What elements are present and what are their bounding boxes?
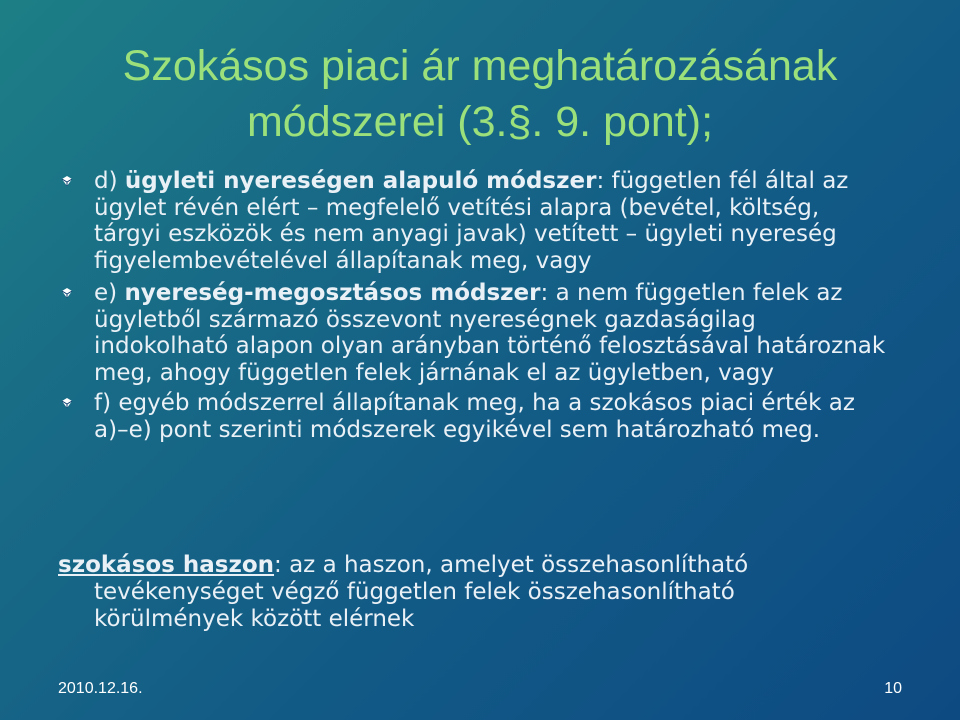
diamond-bullet-icon — [60, 286, 74, 300]
list-item-d-term: ügyleti nyereségen alapuló módszer — [124, 168, 597, 194]
definition-line-1: : az a haszon, amelyet összehasonlítható — [274, 552, 749, 578]
diamond-bullet-icon — [60, 174, 74, 188]
list-item-e — [58, 280, 888, 386]
list-item-e-text: : a nem független felek az ügyletből származó összevont nyereségnek gazdaságilag indokolható alapon olyan arányban történő felosztásával határoznak meg, ahogy független felek járnának el az ügyletben, vagy — [94, 280, 886, 386]
slide-title — [60, 38, 900, 150]
list-item-e-prefix: e) — [94, 280, 125, 306]
list-item-f-text: f) egyéb módszerrel állapítanak meg, ha a szokásos piaci érték az a)–e) pont szerinti módszerek egyikével sem határozható meg. — [94, 390, 855, 443]
list-item-d — [58, 168, 888, 274]
footer-date: 2010.12.16. — [58, 680, 143, 697]
page-number: 10 — [884, 680, 902, 697]
slide-title-line-1: Szokásos piaci ár meghatározásának — [122, 42, 838, 90]
method-list — [58, 168, 888, 449]
list-item-d-prefix: d) — [94, 168, 125, 194]
definition-line-3: körülmények között elérnek — [94, 606, 415, 632]
list-item-d-text: : független fél által az ügylet révén elért – megfelelő vetítési alapra (bevétel, költség, tárgyi eszközök és nem anyagi javak) vetített – ügyleti nyereség figyelembevételével állapítanak meg, vagy — [94, 168, 849, 274]
slide-title-line-2: módszerei (3.§. 9. pont); — [246, 98, 714, 146]
definition-term: szokásos haszon — [58, 552, 275, 578]
diamond-bullet-icon — [60, 396, 74, 410]
definition-note — [58, 552, 888, 633]
list-item-f — [58, 390, 888, 443]
definition-line-2: tevékenységet végző független felek összehasonlítható — [94, 579, 735, 605]
list-item-e-term: nyereség-megosztásos módszer — [124, 280, 541, 306]
